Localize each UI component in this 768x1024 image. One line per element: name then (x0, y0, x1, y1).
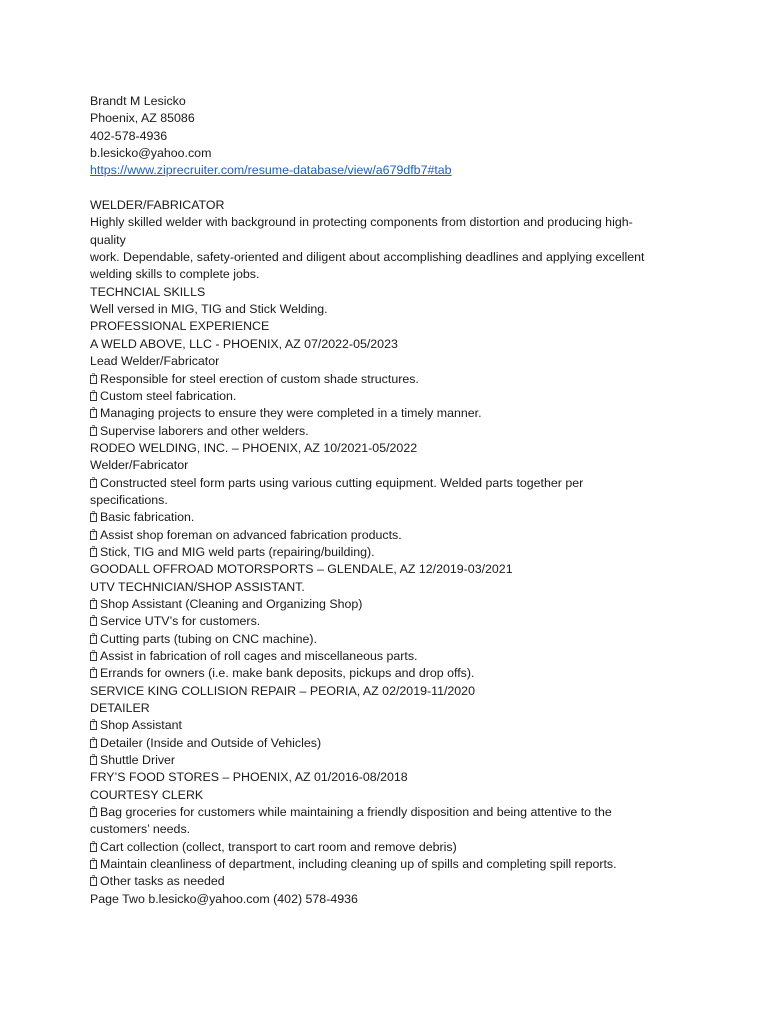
missing-glyph-icon (90, 669, 97, 678)
summary-line: welding skills to complete jobs. (90, 267, 260, 282)
list-item-continuation: customers’ needs. (90, 822, 191, 837)
job-role: Lead Welder/Fabricator (90, 354, 220, 369)
missing-glyph-icon (90, 617, 97, 626)
job-employer: A WELD ABOVE, LLC - PHOENIX, AZ 07/2022-05/2023 (90, 336, 398, 351)
list-item: ?Custom steel fabrication. (90, 388, 680, 405)
summary-line: work. Dependable, safety-oriented and diligent about accomplishing deadlines and applying excellent (90, 250, 645, 265)
missing-glyph-icon (90, 843, 97, 852)
list-item: ?Cart collection (collect, transport to cart room and remove debris) (90, 839, 680, 856)
missing-glyph-icon (90, 877, 97, 886)
job-employer: SERVICE KING COLLISION REPAIR – PEORIA, AZ 02/2019-11/2020 (90, 683, 475, 698)
list-item: ?Responsible for steel erection of custom shade structures. (90, 371, 680, 388)
contact-name: Brandt M Lesicko (90, 94, 186, 108)
job-role: UTV TECHNICIAN/SHOP ASSISTANT. (90, 579, 305, 594)
job-employer: RODEO WELDING, INC. – PHOENIX, AZ 10/2021-05/2022 (90, 440, 418, 455)
summary-line: Highly skilled welder with background in protecting components from distortion and producing high- (90, 215, 633, 230)
list-item-continuation: specifications. (90, 492, 168, 507)
list-item: ?Service UTV’s for customers. (90, 613, 680, 630)
list-item: ?Maintain cleanliness of department, including cleaning up of spills and completing spill reports. (90, 856, 680, 873)
list-item: ?Shop Assistant (90, 717, 680, 734)
list-item: ?Detailer (Inside and Outside of Vehicles) (90, 735, 680, 752)
list-item: ?Shuttle Driver (90, 752, 680, 769)
list-item: ?Cutting parts (tubing on CNC machine). (90, 631, 680, 648)
experience-heading: PROFESSIONAL EXPERIENCE (90, 319, 270, 334)
list-item: ?Basic fabrication. (90, 509, 680, 526)
blank-line (90, 180, 680, 197)
list-item: ?Supervise laborers and other welders. (90, 423, 680, 440)
list-item: ?Other tasks as needed (90, 873, 680, 890)
missing-glyph-icon (90, 548, 97, 557)
page-footer: Page Two b.lesicko@yahoo.com (402) 578-4936 (90, 891, 358, 906)
missing-glyph-icon (90, 600, 97, 609)
list-item: ?Assist in fabrication of roll cages and miscellaneous parts. (90, 648, 680, 665)
skills-heading: TECHNCIAL SKILLS (90, 284, 206, 299)
missing-glyph-icon (90, 808, 97, 817)
missing-glyph-icon (90, 860, 97, 869)
list-item: ?Stick, TIG and MIG weld parts (repairing/building). (90, 544, 680, 561)
missing-glyph-icon (90, 479, 97, 488)
missing-glyph-icon (90, 756, 97, 765)
headline-title: WELDER/FABRICATOR (90, 198, 225, 213)
missing-glyph-icon (90, 427, 97, 436)
list-item: ?Errands for owners (i.e. make bank deposits, pickups and drop offs). (90, 665, 680, 682)
missing-glyph-icon (90, 721, 97, 730)
missing-glyph-icon (90, 392, 97, 401)
contact-email: b.lesicko@yahoo.com (90, 146, 212, 161)
summary-line: quality (90, 232, 126, 247)
missing-glyph-icon (90, 531, 97, 540)
profile-link[interactable]: https://www.ziprecruiter.com/resume-database/view/a679dfb7#tab (90, 163, 452, 178)
skills-text: Well versed in MIG, TIG and Stick Welding. (90, 302, 328, 317)
missing-glyph-icon (90, 409, 97, 418)
contact-location: Phoenix, AZ 85086 (90, 111, 195, 126)
list-item: ?Managing projects to ensure they were completed in a timely manner. (90, 405, 680, 422)
job-employer: FRY’S FOOD STORES – PHOENIX, AZ 01/2016-08/2018 (90, 770, 408, 785)
missing-glyph-icon (90, 513, 97, 522)
missing-glyph-icon (90, 652, 97, 661)
job-role: COURTESY CLERK (90, 787, 204, 802)
job-employer: GOODALL OFFROAD MOTORSPORTS – GLENDALE, AZ 12/2019-03/2021 (90, 562, 513, 577)
missing-glyph-icon (90, 375, 97, 384)
missing-glyph-icon (90, 635, 97, 644)
missing-glyph-icon (90, 739, 97, 748)
list-item: ?Assist shop foreman on advanced fabrication products. (90, 527, 680, 544)
list-item: ?Shop Assistant (Cleaning and Organizing Shop) (90, 596, 680, 613)
job-role: Welder/Fabricator (90, 458, 189, 473)
list-item: ?Bag groceries for customers while maintaining a friendly disposition and being attentive to the (90, 804, 680, 821)
contact-phone: 402-578-4936 (90, 128, 168, 143)
job-role: DETAILER (90, 701, 150, 716)
list-item: ?Constructed steel form parts using various cutting equipment. Welded parts together per (90, 475, 680, 492)
resume-document (90, 93, 680, 908)
